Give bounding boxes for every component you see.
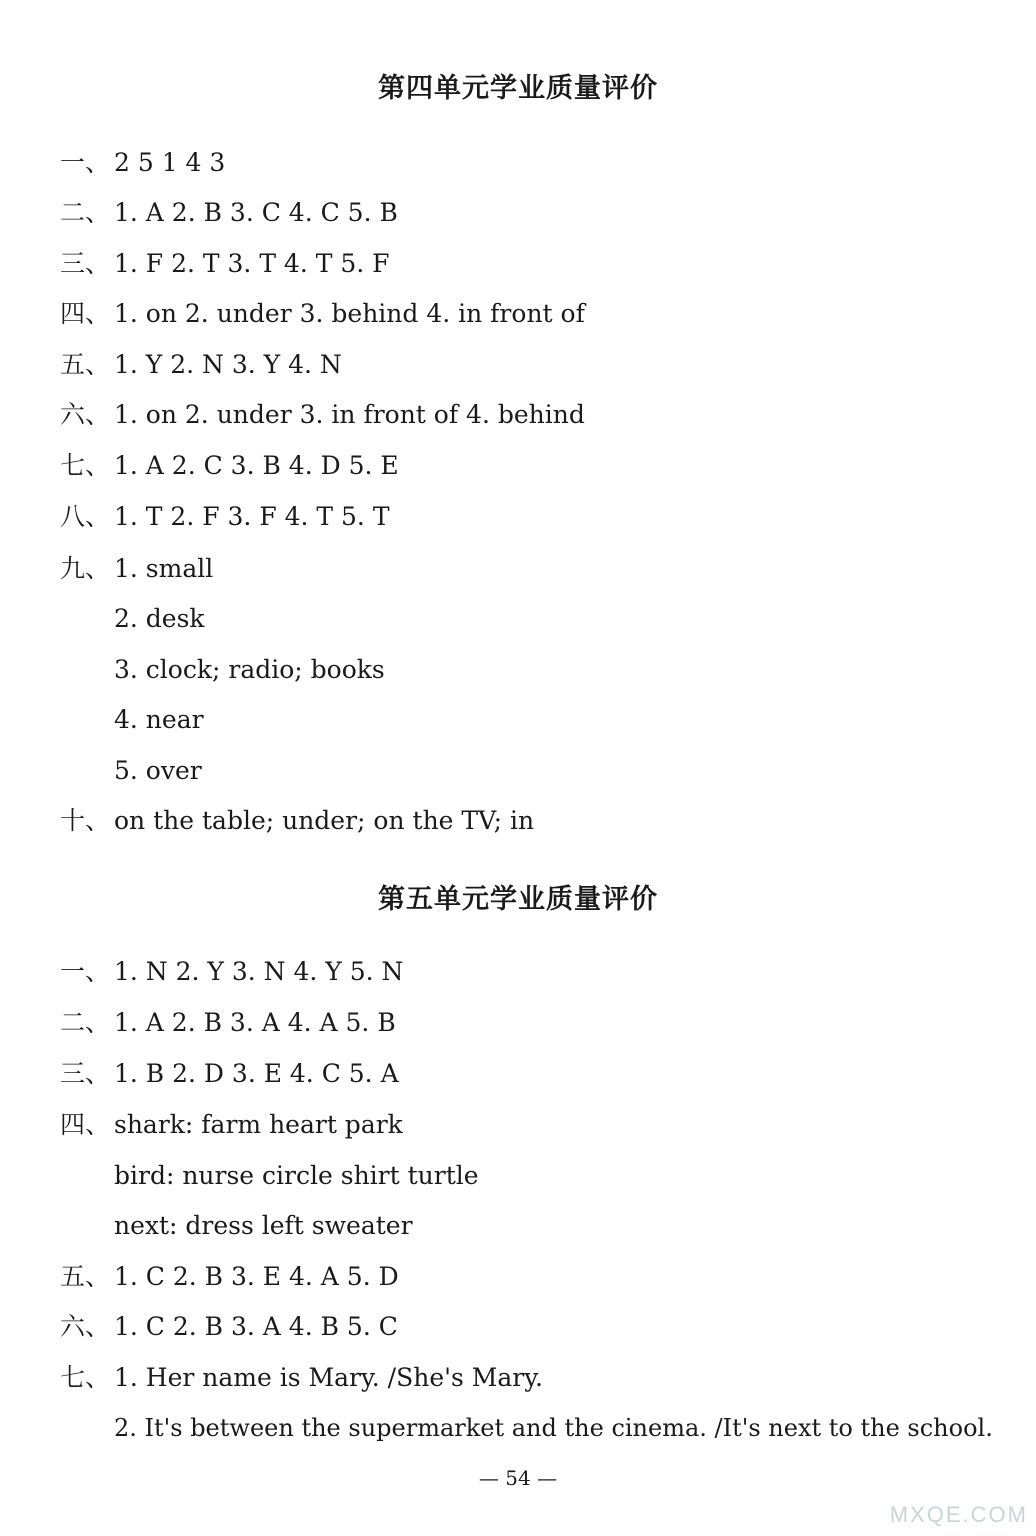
q-answer: shark: farm heart park xyxy=(114,1110,403,1139)
unit5-q7-item: 2. It's between the supermarket and the cinema. /It's next to the school. xyxy=(114,1414,993,1442)
unit5-q4-line: bird: nurse circle shirt turtle xyxy=(114,1161,479,1190)
unit5-q5 xyxy=(60,1260,399,1294)
q-label: 三、 xyxy=(60,249,111,278)
q-answer: 1. small xyxy=(114,554,214,583)
q-answer: 1. A 2. B 3. A 4. A 5. B xyxy=(114,1008,396,1037)
q-answer: 1. C 2. B 3. A 4. B 5. C xyxy=(114,1312,398,1341)
unit4-q9-item: 2. desk xyxy=(114,604,205,633)
q-answer: 1. N 2. Y 3. N 4. Y 5. N xyxy=(114,957,404,986)
unit5-q3 xyxy=(60,1057,399,1091)
q-label: 二、 xyxy=(60,198,111,227)
q-label: 一、 xyxy=(60,957,111,986)
q-label: 六、 xyxy=(60,400,111,429)
q-answer: 1. B 2. D 3. E 4. C 5. A xyxy=(114,1059,399,1088)
unit4-q9 xyxy=(60,552,213,586)
q-answer: 1. on 2. under 3. in front of 4. behind xyxy=(114,400,585,429)
q-answer: 1. Her name is Mary. /She's Mary. xyxy=(114,1363,543,1392)
q-label: 六、 xyxy=(60,1312,111,1341)
q-label: 三、 xyxy=(60,1059,111,1088)
unit5-q4-line: next: dress left sweater xyxy=(114,1211,413,1240)
q-answer: 1. A 2. B 3. C 4. C 5. B xyxy=(114,198,398,227)
unit5-q1 xyxy=(60,955,403,989)
unit4-q8 xyxy=(60,500,390,534)
unit4-q7 xyxy=(60,449,399,483)
unit4-q9-item: 4. near xyxy=(114,705,204,734)
unit5-q2 xyxy=(60,1006,396,1040)
q-answer: 1. on 2. under 3. behind 4. in front of xyxy=(114,299,585,328)
unit4-q6 xyxy=(60,398,585,432)
unit4-q10 xyxy=(60,804,534,838)
q-label: 七、 xyxy=(60,451,111,480)
unit4-q2 xyxy=(60,196,398,230)
q-label: 四、 xyxy=(60,299,111,328)
unit4-q9-item: 5. over xyxy=(114,756,202,785)
q-answer: 1. Y 2. N 3. Y 4. N xyxy=(114,350,342,379)
watermark: MXQE.COM xyxy=(889,1502,1028,1527)
unit5-q6 xyxy=(60,1310,398,1344)
q-label: 九、 xyxy=(60,554,111,583)
unit4-q3 xyxy=(60,247,390,281)
q-label: 二、 xyxy=(60,1008,111,1037)
unit5-q4 xyxy=(60,1108,403,1142)
q-label: 一、 xyxy=(60,148,111,177)
unit4-q9-item: 3. clock; radio; books xyxy=(114,655,385,684)
unit4-q1 xyxy=(60,146,225,180)
q-answer: on the table; under; on the TV; in xyxy=(114,806,535,835)
q-answer: 1. A 2. C 3. B 4. D 5. E xyxy=(114,451,399,480)
q-answer: 1. C 2. B 3. E 4. A 5. D xyxy=(114,1262,399,1291)
unit4-q5 xyxy=(60,348,342,382)
q-answer: 1. F 2. T 3. T 4. T 5. F xyxy=(114,249,390,278)
unit5-title: 第五单元学业质量评价 xyxy=(378,884,658,915)
q-label: 八、 xyxy=(60,502,111,531)
unit4-title: 第四单元学业质量评价 xyxy=(378,73,658,104)
q-label: 五、 xyxy=(60,1262,111,1291)
q-answer: 1. T 2. F 3. F 4. T 5. T xyxy=(114,502,390,531)
q-label: 五、 xyxy=(60,350,111,379)
q-label: 四、 xyxy=(60,1110,111,1139)
page-number: — 54 — xyxy=(478,1466,558,1490)
q-label: 七、 xyxy=(60,1363,111,1392)
unit4-q4 xyxy=(60,297,585,331)
unit5-q7 xyxy=(60,1361,543,1395)
q-label: 十、 xyxy=(60,806,111,835)
q-answer: 2 5 1 4 3 xyxy=(114,148,226,177)
